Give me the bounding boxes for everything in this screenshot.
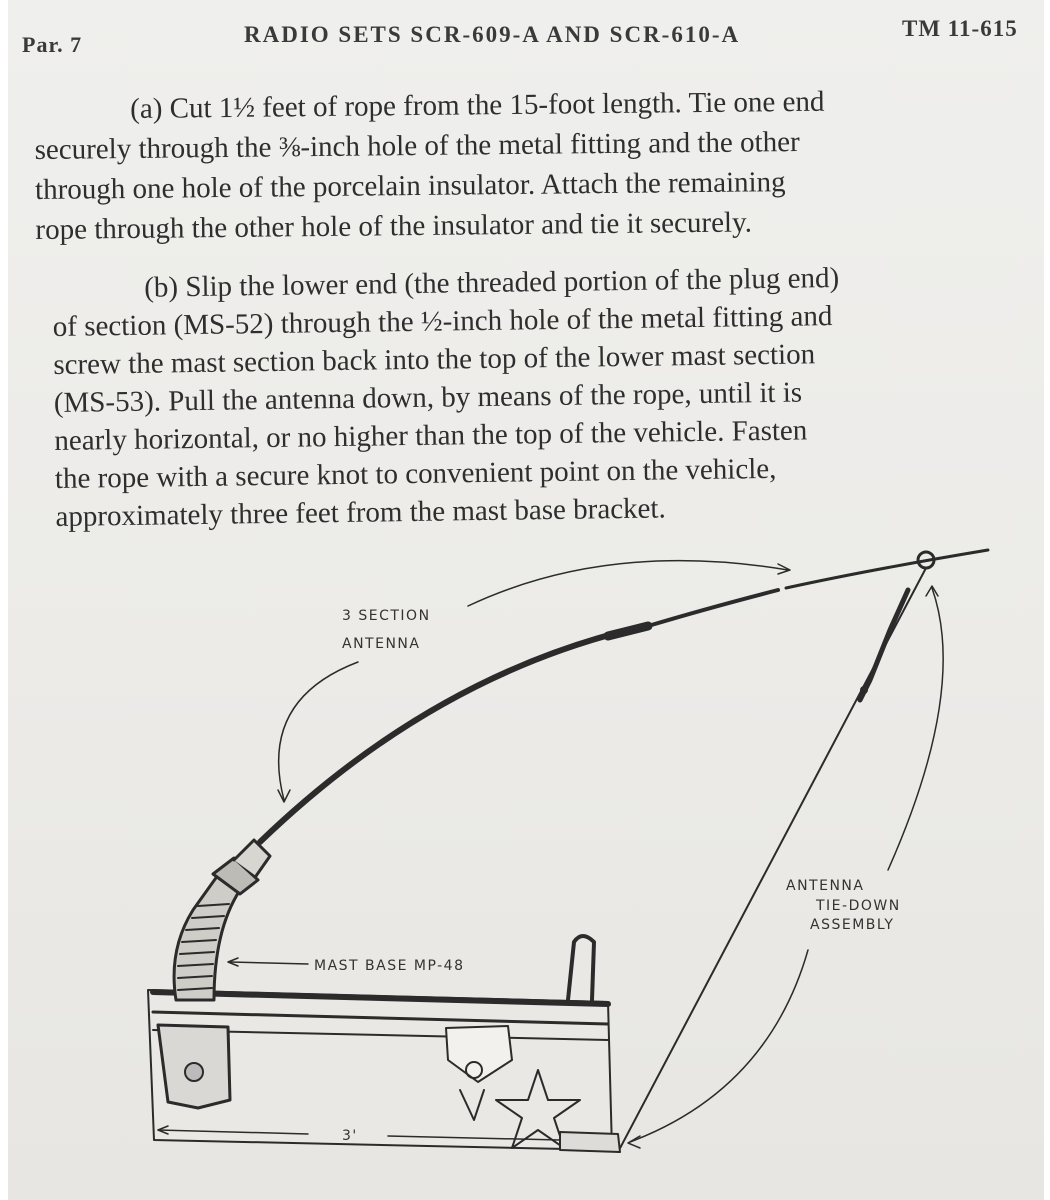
- antenna-label-line1: 3 SECTION: [342, 608, 431, 624]
- antenna-section-middle: [648, 590, 778, 626]
- paragraph-b-line: the rope with a secure knot to convenient point on the vehicle,: [54, 452, 777, 495]
- antenna-section-upper: [786, 550, 988, 588]
- antenna-installation-figure: [8, 530, 1044, 1200]
- paragraph-a-line: through one hole of the porcelain insulator. Attach the remaining: [34, 166, 786, 206]
- manual-page: [8, 0, 1044, 1200]
- antenna-joint: [608, 626, 648, 636]
- vehicle-handle: [568, 936, 594, 1000]
- paragraph-b: [52, 256, 1036, 536]
- dimension-label: 3': [342, 1128, 358, 1144]
- paragraph-a-line: (a) Cut 1½ feet of rope from the 15-foot length. Tie one end: [130, 85, 825, 125]
- paragraph-b-line: screw the mast section back into the top of the lower mast section: [53, 338, 816, 381]
- mast-base-arrow: [230, 962, 308, 964]
- paragraph-a-line: rope through the other hole of the insulator and tie it securely.: [35, 206, 753, 246]
- paragraph-a: [34, 79, 1044, 250]
- tiedown-label-line1: ANTENNA: [786, 878, 865, 894]
- antenna-label-line2: ANTENNA: [342, 636, 421, 652]
- paragraph-number: Par. 7: [22, 32, 83, 57]
- tiedown-label-line3: ASSEMBLY: [810, 917, 895, 933]
- paragraph-a-line: securely through the ⅜-inch hole of the metal fitting and the other: [34, 125, 800, 166]
- paragraph-b-line: (b) Slip the lower end (the threaded portion of the plug end): [144, 262, 840, 304]
- tie-down-arrow-top: [888, 588, 943, 870]
- paragraph-b-line: of section (MS-52) through the ½-inch hole of the metal fitting and: [52, 300, 833, 343]
- antenna-label-arrow-left: [279, 662, 358, 800]
- antenna-section-lower: [260, 630, 628, 842]
- mast-base-label: MAST BASE MP-48: [314, 958, 465, 974]
- tie-down-arrow-bottom: [630, 950, 808, 1142]
- paragraph-b-line: approximately three feet from the mast base bracket.: [55, 492, 666, 533]
- tiedown-label-line2: TIE-DOWN: [816, 898, 901, 914]
- paragraph-b-line: nearly horizontal, or no higher than the top of the vehicle. Fasten: [54, 414, 808, 457]
- turnbuckle: [860, 590, 908, 700]
- technical-manual-number: TM 11-615: [902, 16, 1018, 41]
- mast-base-spring: [174, 875, 240, 1000]
- page-running-title: RADIO SETS SCR-609-A AND SCR-610-A: [244, 22, 741, 47]
- paragraph-b-line: (MS-53). Pull the antenna down, by means of the rope, until it is: [53, 376, 803, 419]
- page-header: [8, 16, 1044, 62]
- rope-anchor: [560, 1132, 620, 1152]
